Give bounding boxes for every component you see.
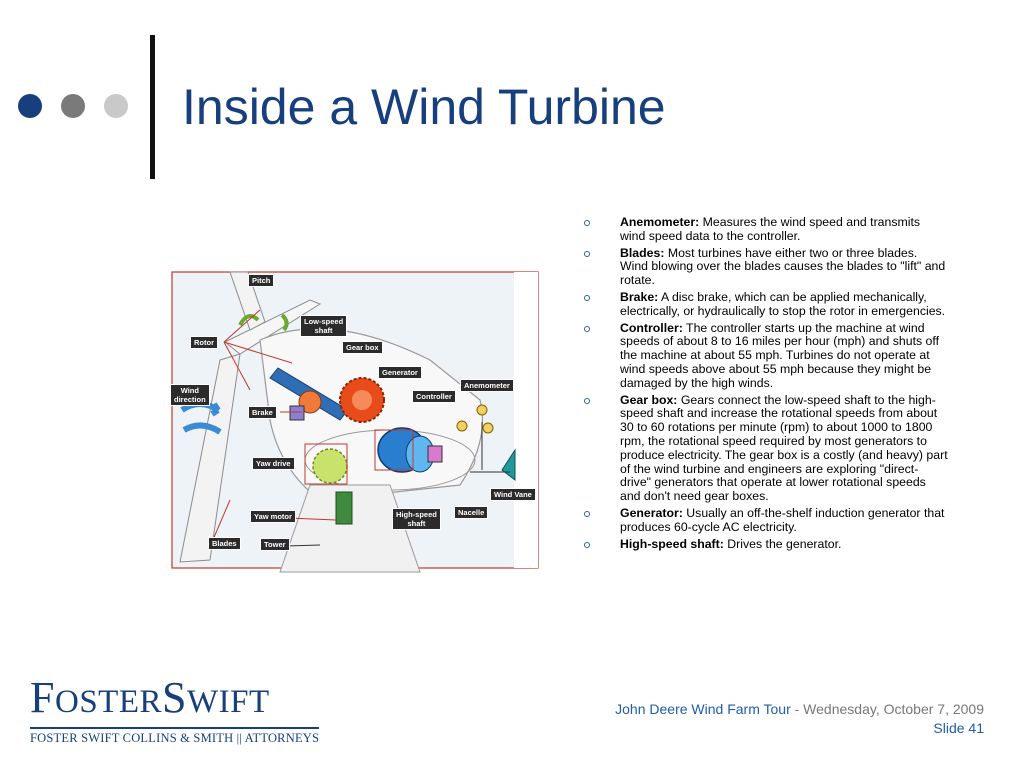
label-rotor: Rotor [190,336,218,349]
label-yaw-motor: Yaw motor [250,510,296,523]
description: Gears connect the low-speed shaft to the high-speed shaft and increase the rotational speeds from about 30 to 60 rotations per minute (rpm) to about 1000 to 1800 rpm, the rotational speed required by most generators to produce electricity. The gear box is a costly (and heavy) part of the wind turbine and engineers are exploring "direct-drive" generators that operate at lower rotational speeds and don't need gear boxes. [620,392,948,504]
label-yaw-drive: Yaw drive [252,457,295,470]
list-item-blades [582,247,948,288]
bullet-icon [584,220,590,226]
bullet-icon [584,398,590,404]
dot-light-gray [104,94,128,118]
label-pitch: Pitch [248,274,274,287]
description: Usually an off-the-shelf induction generator that produces 60-cycle AC electricity. [620,505,945,534]
term: Blades: [620,245,665,260]
description: The controller starts up the machine at wind speeds of about 8 to 16 miles per hour (mph) and shuts off the machine at about 55 mph. Turbines do not operate at wind speeds above about 55 mph because they might be damaged by the high winds. [620,320,939,390]
bullet-icon [584,542,590,548]
label-nacelle: Nacelle [454,506,488,519]
slide-number: Slide 41 [933,720,984,736]
dot-dark-blue [18,94,42,118]
list-item-controller [582,322,948,391]
footer-date: - Wednesday, October 7, 2009 [790,701,984,717]
title-divider [150,35,155,179]
label-high-speed-shaft: High-speed shaft [392,508,441,530]
term: Anemometer: [620,215,700,229]
term: Brake: [620,289,659,304]
slide-footer [615,700,984,738]
term: Controller: [620,320,683,335]
description: Measures the wind speed and transmits wind speed data to the controller. [620,215,921,243]
label-wind-vane: Wind Vane [490,488,536,501]
description: A disc brake, which can be applied mechanically, electrically, or hydraulically to stop the rotor in emergencies. [620,289,946,318]
turbine-illustration [170,270,544,574]
bullet-icon [584,511,590,517]
bullet-icon [584,251,590,257]
term: Gear box: [620,392,678,407]
list-item-brake [582,291,948,319]
label-blades: Blades [208,537,241,550]
list-item-generator [582,507,948,535]
label-gear-box: Gear box [342,341,383,354]
description: Drives the generator. [723,536,842,551]
bullet-icon [584,326,590,332]
logo-wordmark: FOSTERSWIFT [30,673,270,722]
label-tower: Tower [260,538,290,551]
logo-tagline: FOSTER SWIFT COLLINS & SMITH || ATTORNEYS [30,727,319,746]
list-item-gear-box [582,394,948,504]
slide-title: Inside a Wind Turbine [182,79,666,135]
foster-swift-logo [30,673,320,746]
bullet-icon [584,295,590,301]
list-item-anemometer [582,216,948,244]
label-controller: Controller [412,390,456,403]
list-item-high-speed-shaft [582,538,948,552]
label-brake: Brake [248,406,277,419]
term: Generator: [620,505,683,520]
term: High-speed shaft: [620,536,724,551]
dot-gray [61,94,85,118]
footer-event: John Deere Wind Farm Tour [615,701,791,717]
label-low-speed-shaft: Low-speed shaft [300,315,347,337]
decorative-dots [18,94,138,120]
wind-turbine-diagram [170,270,544,574]
component-list [582,216,948,554]
description: Most turbines have either two or three blades. Wind blowing over the blades causes the blades to "lift" and rotate. [620,245,946,288]
label-anemometer: Anemometer [460,379,514,392]
label-wind-direction: Wind direction [170,384,210,406]
label-generator: Generator [378,366,422,379]
